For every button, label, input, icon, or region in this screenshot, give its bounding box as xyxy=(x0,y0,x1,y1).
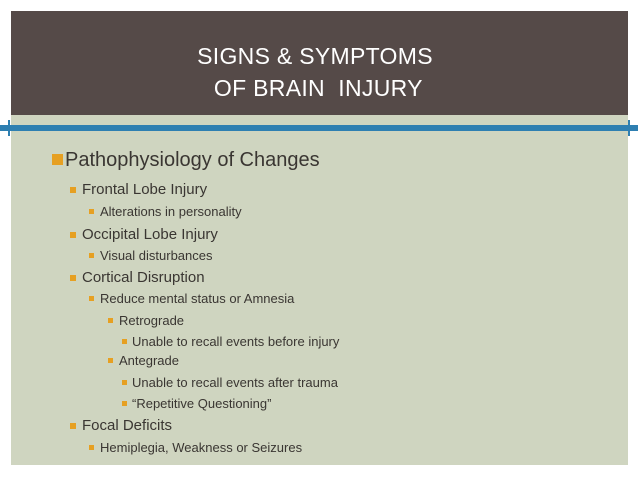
outline-item: Visual disturbances xyxy=(100,248,213,263)
outline-item: Cortical Disruption xyxy=(82,269,205,286)
outline-item: Unable to recall events after trauma xyxy=(132,375,338,390)
bullet-square xyxy=(122,380,127,385)
outline-item: Alterations in personality xyxy=(100,204,242,219)
bullet-square xyxy=(70,423,76,429)
outline-item: Focal Deficits xyxy=(82,417,173,434)
bullet-square xyxy=(70,275,76,281)
slide-title-line-1: SIGNS & SYMPTOMS xyxy=(197,43,433,69)
outline-item: Antegrade xyxy=(119,353,179,368)
bullet-square xyxy=(108,318,113,323)
outline-item: “Repetitive Questioning” xyxy=(132,396,272,411)
outline-item: Occipital Lobe Injury xyxy=(82,226,218,243)
bullet-square xyxy=(89,296,94,301)
bullet-square xyxy=(122,401,127,406)
bullet-square xyxy=(52,154,63,165)
bullet-square xyxy=(89,253,94,258)
outline-item: Retrograde xyxy=(119,313,185,328)
bullet-square xyxy=(70,232,76,238)
bullet-square xyxy=(89,209,94,214)
outline-item: Hemiplegia, Weakness or Seizures xyxy=(100,440,303,455)
outline-heading: Pathophysiology of Changes xyxy=(65,149,320,171)
bullet-square xyxy=(108,358,113,363)
outline-item: Unable to recall events before injury xyxy=(132,334,340,349)
outline-item: Reduce mental status or Amnesia xyxy=(100,291,295,306)
slide-title-line-2: OF BRAIN INJURY xyxy=(207,75,423,101)
outline-item: Frontal Lobe Injury xyxy=(82,181,208,198)
bullet-square xyxy=(122,339,127,344)
bullet-square xyxy=(89,445,94,450)
bullet-square xyxy=(70,187,76,193)
